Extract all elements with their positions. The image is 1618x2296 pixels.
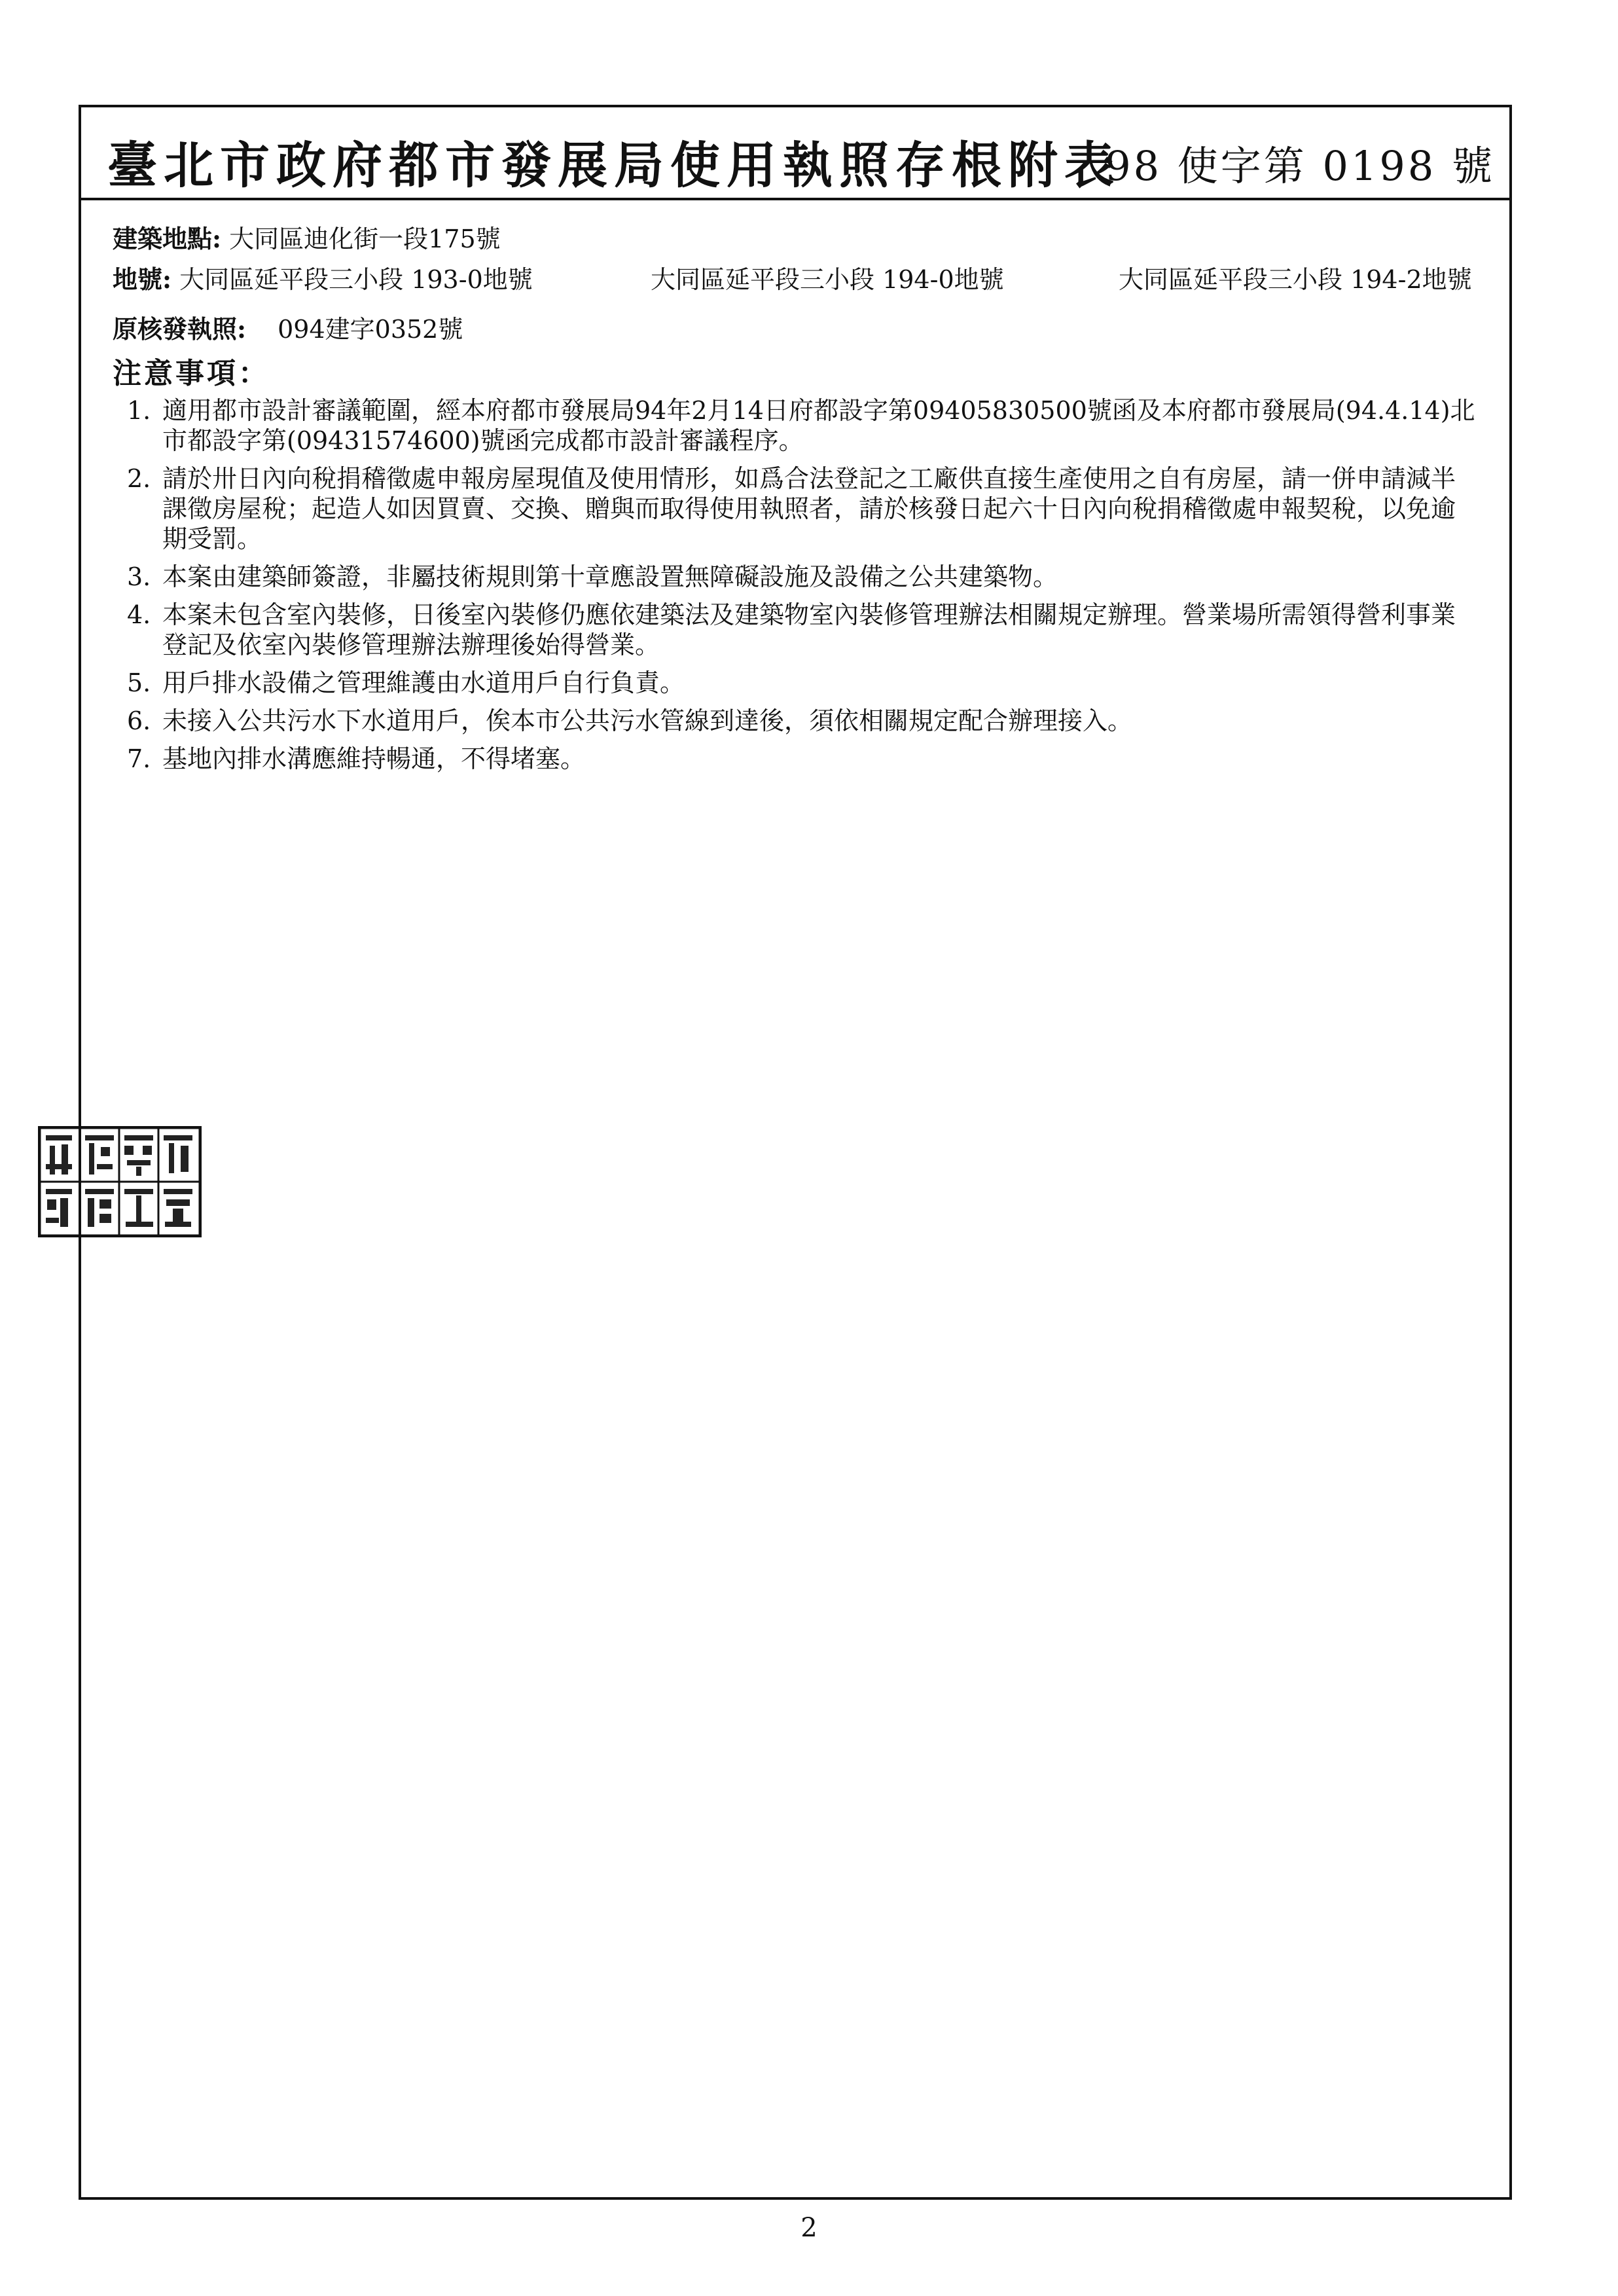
note-number: 5.: [127, 668, 151, 697]
lot-2: 大同區延平段三小段 194-0地號: [651, 265, 1004, 294]
note-number: 4.: [127, 600, 151, 629]
note-item: [127, 464, 1475, 554]
lot-label-row: [113, 259, 533, 295]
original-permit-row: [113, 309, 463, 345]
note-text: 基地內排水溝應維持暢通，不得堵塞。: [162, 744, 586, 773]
note-text: 用戶排水設備之管理維護由水道用戶自行負責。: [162, 668, 685, 697]
lot-label: 地號:: [113, 264, 172, 294]
note-text: 本案未包含室內裝修，日後室內裝修仍應依建築法及建築物室內裝修管理辦法相關規定辦理。營業場所需領得營利事業登記及依室內裝修管理辦法辦理後始得營業。: [162, 600, 1456, 659]
site-address-value: 大同區迪化街一段175號: [229, 225, 501, 253]
site-address-label: 建築地點:: [113, 224, 222, 253]
note-number: 3.: [127, 562, 151, 591]
document-frame: [79, 105, 1512, 2200]
note-item: [127, 395, 1475, 456]
notes-list: [127, 395, 1475, 782]
original-permit-value: 094建字0352號: [278, 315, 463, 344]
note-item: [127, 562, 1475, 592]
note-number: 1.: [127, 396, 151, 425]
permit-number: 98 使字第 0198 號: [1105, 142, 1495, 190]
note-item: [127, 668, 1475, 698]
note-number: 7.: [127, 744, 151, 773]
notes-heading: 注意事項：: [113, 357, 270, 390]
original-permit-label: 原核發執照:: [113, 314, 247, 344]
note-item: [127, 706, 1475, 736]
note-item: [127, 744, 1475, 774]
document-title: 臺北市政府都市發展局使用執照存根附表: [107, 136, 1121, 194]
lot-3: 大同區延平段三小段 194-2地號: [1119, 265, 1472, 294]
site-address-row: [113, 219, 501, 255]
note-number: 2.: [127, 464, 151, 493]
note-text: 本案由建築師簽證，非屬技術規則第十章應設置無障礙設施及設備之公共建築物。: [162, 562, 1058, 591]
note-item: [127, 600, 1475, 660]
page-number: 2: [800, 2213, 818, 2243]
note-text: 請於卅日內向稅捐稽徵處申報房屋現值及使用情形，如爲合法登記之工廠供直接生產使用之自有房屋，請一併申請減半課徵房屋稅；起造人如因買賣、交換、贈與而取得使用執照者，請於核發日起六十日內向稅捐稽徵處申報契稅，以免逾期受罰。: [162, 464, 1456, 553]
lot-1: 大同區延平段三小段 193-0地號: [179, 265, 533, 294]
title-row: [81, 107, 1509, 200]
note-number: 6.: [127, 706, 151, 735]
note-text: 適用都市設計審議範圍，經本府都市發展局94年2月14日府都設字第09405830500號函及本府都市發展局(94.4.14)北市都設字第(09431574600)號函完成都市設計審議程序。: [162, 396, 1475, 455]
official-seal-stamp: [38, 1126, 202, 1237]
note-text: 未接入公共污水下水道用戶，俟本市公共污水管線到達後，須依相關規定配合辦理接入。: [162, 706, 1133, 735]
